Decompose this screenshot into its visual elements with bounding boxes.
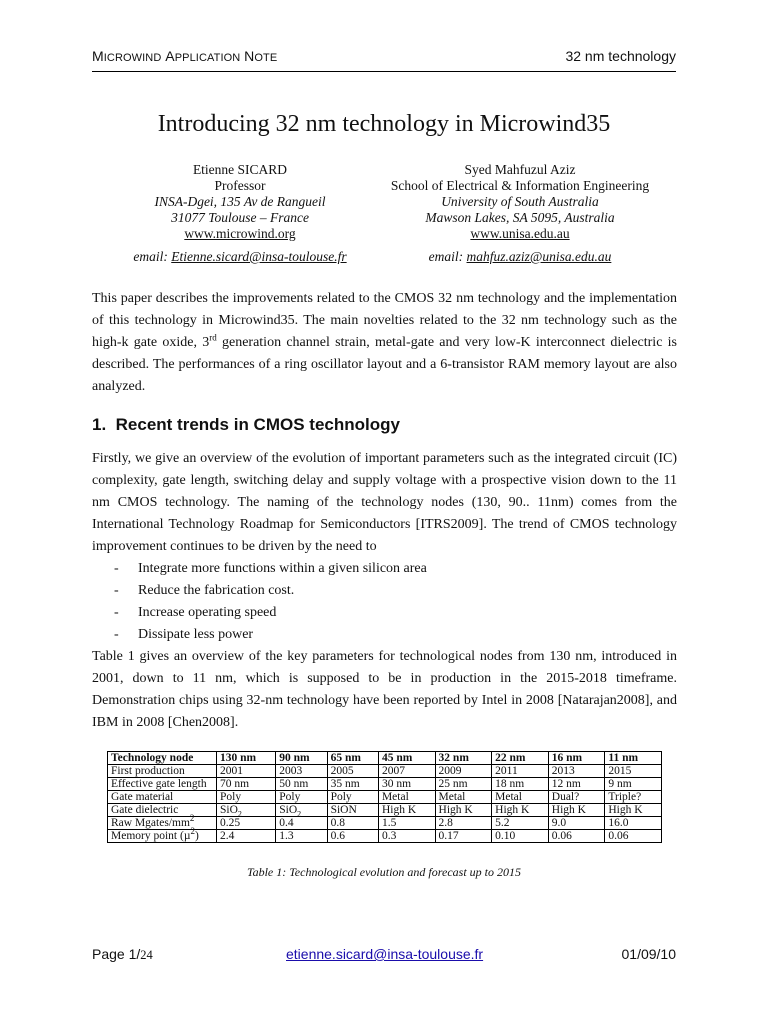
footer-email-link[interactable]: etienne.sicard@insa-toulouse.fr [286,946,484,962]
table-cell: 16.0 [605,817,662,830]
table-cell: 0.6 [327,830,378,843]
body-paragraph-1: Firstly, we give an overview of the evolution of important parameters such as the integrated circuit (IC) complexity, gate length, switching delay and supply voltage with a prospective vision down to the 11 nm CMOS technology. The naming of the technology nodes (130, 90.. 11nm) comes from the International Technology Roadmap for Semiconductors [ITRS2009]. The trend of CMOS technology improvement continues to be driven by the need to [92,451,677,554]
table-cell: 2.4 [217,830,276,843]
footer-date: 01/09/10 [621,946,676,962]
table-row-label: Memory point (µ$^2$) [108,830,217,843]
table-header-cell: Technology node [108,752,217,765]
table-cell: 2011 [492,765,549,778]
table-row [108,830,662,843]
paper-title: Introducing 32 nm technology in Microwind35 [157,111,611,137]
page-number: Page 1/24 [92,946,153,962]
table-cell: Poly [217,791,276,804]
table-row-label: Gate dielectric [108,804,217,817]
table-cell: SiON [327,804,378,817]
table-header-cell: 90 nm [276,752,327,765]
table-cell: SiO$_2$ [217,804,276,817]
table-header-cell: 11 nm [605,752,662,765]
author-role: School of Electrical & Information Engineering [390,178,650,193]
table-cell: 2.8 [435,817,492,830]
table-row-label: Effective gate length [108,778,217,791]
author-affiliation: INSA-Dgei, 135 Av de Rangueil [154,194,326,209]
author-email-2 [375,249,665,265]
table-cell: 0.4 [276,817,327,830]
header-divider [92,71,676,72]
list-item: - Increase operating speed [114,605,277,620]
table-cell: 9.0 [548,817,605,830]
list-item: - Dissipate less power [114,627,254,642]
running-header-left: MICROWIND APPLICATION NOTE [92,48,278,64]
table-cell: 2003 [276,765,327,778]
table-header-cell: 32 nm [435,752,492,765]
table-header-row [108,752,662,765]
table-header-cell: 45 nm [378,752,435,765]
table-cell: 2001 [217,765,276,778]
table-cell: 18 nm [492,778,549,791]
table-cell: 25 nm [435,778,492,791]
table-cell: 30 nm [378,778,435,791]
table-cell: High K [548,804,605,817]
table-header-cell: 22 nm [492,752,549,765]
table-cell: 0.8 [327,817,378,830]
table-cell: Metal [378,791,435,804]
running-header-right: 32 nm technology [565,48,676,64]
author-address: Mawson Lakes, SA 5095, Australia [425,210,615,225]
table-cell: 2009 [435,765,492,778]
author-name: Etienne SICARD [192,162,288,177]
table-cell: 12 nm [548,778,605,791]
table-header-cell: 130 nm [217,752,276,765]
email-link[interactable]: mahfuz.aziz@unisa.edu.au [466,249,612,264]
table-row-label: Raw Mgates/$mm^2$ [108,817,217,830]
table-cell: 0.3 [378,830,435,843]
table-row [108,778,662,791]
table-row-label: First production [108,765,217,778]
table-cell: 70 nm [217,778,276,791]
table-cell: Metal [492,791,549,804]
table-cell: 1.5 [378,817,435,830]
table-cell: 2007 [378,765,435,778]
email-label: email: [133,249,168,264]
table-row-label: Gate material [108,791,217,804]
table-cell: High K [378,804,435,817]
author-name: Syed Mahfuzul Aziz [464,162,576,177]
table-cell: Poly [276,791,327,804]
email-label: email: [428,249,464,264]
list-item: - Integrate more functions within a given silicon area [114,561,427,576]
author-block-2 [375,162,665,242]
table-cell: 35 nm [327,778,378,791]
table-cell: Dual? [548,791,605,804]
list-item: - Reduce the fabrication cost. [114,583,295,598]
table-cell: Metal [435,791,492,804]
table-cell: 0.06 [548,830,605,843]
author-email-1 [110,249,370,265]
table-caption: Table 1: Technological evolution and forecast up to 2015 [247,865,521,879]
table-cell: 9 nm [605,778,662,791]
table-cell: High K [435,804,492,817]
table-cell: 50 nm [276,778,327,791]
author-affiliation: University of South Australia [441,194,599,209]
author-role: Professor [214,178,266,193]
author-website-link[interactable]: www.microwind.org [184,226,296,241]
table-header-cell: 16 nm [548,752,605,765]
table-cell: SiO$_2$ [276,804,327,817]
table-header-cell: 65 nm [327,752,378,765]
table-cell: 0.17 [435,830,492,843]
table-cell: 2015 [605,765,662,778]
author-website-link[interactable]: www.unisa.edu.au [470,226,570,241]
table-cell: 5.2 [492,817,549,830]
bullet-list [114,558,427,646]
table-cell: 2013 [548,765,605,778]
table-cell: High K [605,804,662,817]
section-heading: 1. Recent trends in CMOS technology [92,415,400,434]
table-cell: 0.25 [217,817,276,830]
table-row [108,765,662,778]
table-cell: 1.3 [276,830,327,843]
table-cell: 2005 [327,765,378,778]
abstract-paragraph: This paper describes the improvements related to the CMOS 32 nm technology and the implementation of this technology in Microwind35. The main novelties related to the 32 nm technology such as the high-k gate oxide, 3rd generation channel strain, metal-gate and very low-K interconnect dielectric is described. The performances of a ring oscillator layout and a 6-transistor RAM memory layout are also analyzed. [92,291,677,394]
body-paragraph-2: Table 1 gives an overview of the key parameters for technological nodes from 130 nm, introduced in 2001, down to 11 nm, which is supposed to be in production in the 2015-2018 timeframe. Demonstration chips using 32-nm technology have been reported by Intel in 2008 [Natarajan2008], and IBM in 2008 [Chen2008]. [92,649,677,730]
table-cell: Poly [327,791,378,804]
author-address: 31077 Toulouse – France [171,210,309,225]
table-cell: Triple? [605,791,662,804]
table-cell: High K [492,804,549,817]
table-row [108,791,662,804]
table-cell: 0.10 [492,830,549,843]
author-block-1 [110,162,370,242]
email-link[interactable]: Etienne.sicard@insa-toulouse.fr [171,249,347,264]
table-cell: 0.06 [605,830,662,843]
technology-table [107,751,662,843]
